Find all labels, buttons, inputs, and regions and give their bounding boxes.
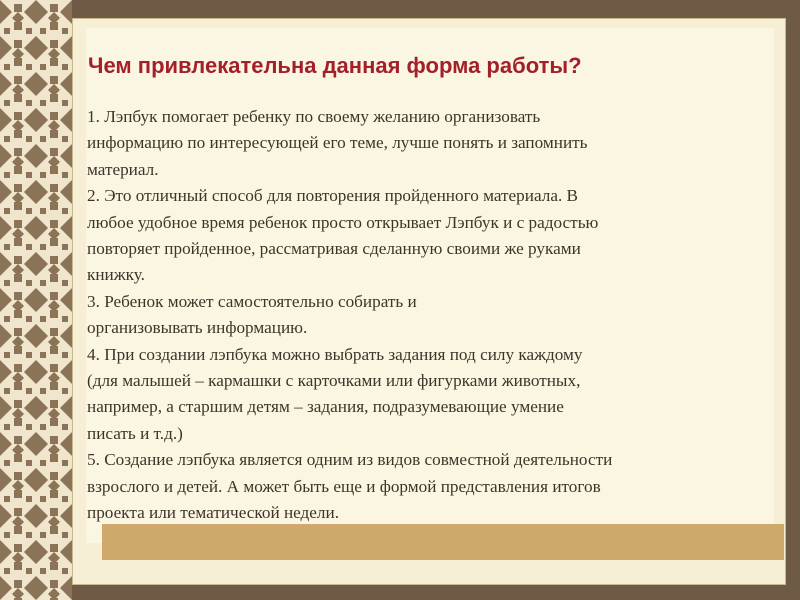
body-line: 3. Ребенок может самостоятельно собирать и [87,291,417,311]
body-line: писать и т.д.) [87,423,183,443]
body-line: 4. При создании лэпбука можно выбрать задания под силу каждому [87,344,583,364]
body-line: организовывать информацию. [87,318,308,338]
body-line: повторяет пройденное, рассматривая сделанную своими же руками [87,239,581,259]
body-line: (для малышей – кармашки с карточками или фигурками животных, [87,371,581,391]
body-line: например, а старшим детям – задания, подразумевающие умение [87,397,564,417]
body-line: 2. Это отличный способ для повторения пройденного материала. В [87,186,579,206]
body-line: книжку. [87,265,145,285]
slide-body [87,104,777,527]
body-line: информацию по интересующей его теме, лучше понять и запомнить [87,133,588,153]
body-line: взрослого и детей. А может быть еще и формой представления итогов [87,476,601,496]
body-line: 1. Лэпбук помогает ребенку по своему желанию организовать [87,107,541,126]
ornament-pattern-icon [0,0,72,600]
body-line: любое удобное время ребенок просто открывает Лэпбук и с радостью [87,212,599,232]
slide-title: Чем привлекательна данная форма работы? [88,53,582,78]
body-line: материал. [87,159,159,179]
decorative-bar [102,524,784,560]
body-line: 5. Создание лэпбука является одним из видов совместной деятельности [87,450,613,470]
ornament-border [0,0,72,600]
body-line: проекта или тематической недели. [87,503,339,523]
